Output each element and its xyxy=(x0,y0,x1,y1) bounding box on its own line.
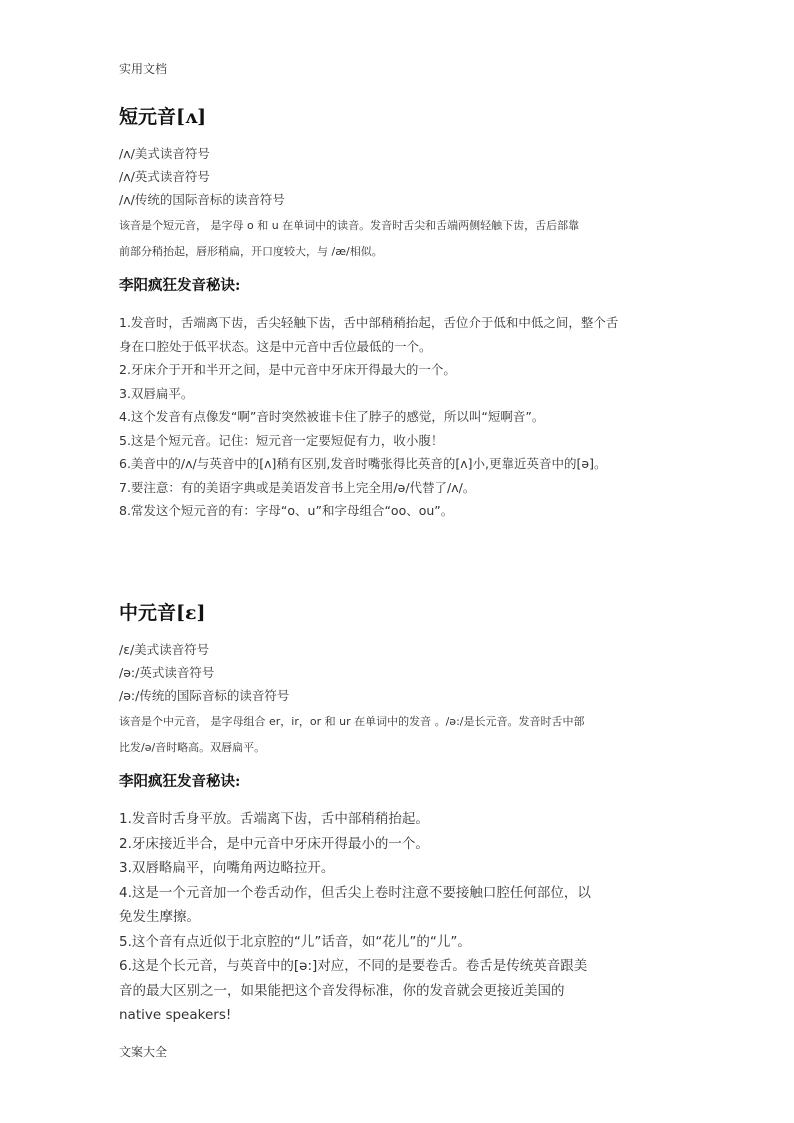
tip-line: 免发生摩擦。 xyxy=(119,909,200,925)
tip-line: 音的最大区别之一，如果能把这个音发得标准，你的发音就会更接近美国的 xyxy=(119,982,565,999)
tip-line: 6.美音中的/ʌ/与英音中的[ʌ]稍有区别,发音时嘴张得比英音的[ʌ]小,更靠近英音中的[ə]。 xyxy=(119,456,607,471)
symbol-line: /ʌ/传统的国际音标的读音符号 xyxy=(119,192,285,207)
section-title: 中元音[ɛ] xyxy=(119,602,206,624)
section-subtitle: 李阳疯狂发音秘诀: xyxy=(119,773,241,790)
tip-line: 1.发音时舌身平放。舌端离下齿，舌中部稍稍抬起。 xyxy=(119,811,429,827)
tip-line: 3.双唇略扁平，向嘴角两边略拉开。 xyxy=(119,860,335,876)
tip-line: 3.双唇扁平。 xyxy=(119,385,194,401)
symbol-line: /ə:/传统的国际音标的读音符号 xyxy=(119,688,290,703)
tip-line: 身在口腔处于低平状态。这是中元音中舌位最低的一个。 xyxy=(119,338,432,354)
page-header: 实用文档 xyxy=(119,62,168,76)
tip-line: 5.这是个短元音。记住：短元音一定要短促有力，收小腹！ xyxy=(119,432,444,448)
tip-line: 8.常发这个短元音的有：字母“o、u”和字母组合“oo、ou”。 xyxy=(119,503,454,518)
page-footer: 文案大全 xyxy=(119,1045,168,1059)
symbol-line: /ʌ/美式读音符号 xyxy=(119,146,210,161)
section-mid-vowel xyxy=(119,600,679,1028)
description-line: 该音是个中元音， 是字母组合 er，ir，or 和 ur 在单词中的发音 。/ə:/是长元音。发音时舌中部 xyxy=(119,715,585,728)
tip-line: 2.牙床介于开和半开之间，是中元音中牙床开得最大的一个。 xyxy=(119,362,456,377)
section-short-vowel xyxy=(119,104,679,523)
description-line: 比发/ə/音时略高。双唇扁平。 xyxy=(119,741,266,754)
tip-line: 4.这是一个元音加一个卷舌动作，但舌尖上卷时注意不要接触口腔任何部位，以 xyxy=(119,884,591,901)
tip-line: 2.牙床接近半合，是中元音中牙床开得最小的一个。 xyxy=(119,835,429,852)
symbol-line: /ɛ/美式读音符号 xyxy=(119,642,210,657)
section-subtitle: 李阳疯狂发音秘诀: xyxy=(119,277,241,294)
tip-line: 1.发音时，舌端离下齿，舌尖轻触下齿，舌中部稍稍抬起，舌位介于低和中低之间，整个舌 xyxy=(119,315,619,330)
tip-line: 5.这个音有点近似于北京腔的“儿”话音，如“花儿”的“儿”。 xyxy=(119,933,471,950)
description-line: 该音是个短元音， 是字母 o 和 u 在单词中的读音。发音时舌尖和舌端两侧轻触下齿，舌后部靠 xyxy=(119,219,580,232)
symbol-line: /ʌ/英式读音符号 xyxy=(119,169,210,184)
symbol-line: /ə:/英式读音符号 xyxy=(119,665,215,680)
tip-line: 4.这个发音有点像发“啊”音时突然被谁卡住了脖子的感觉，所以叫“短啊音”。 xyxy=(119,409,545,424)
section-title: 短元音[ʌ] xyxy=(119,106,207,128)
tip-line: native speakers! xyxy=(119,1007,232,1023)
description-line: 前部分稍抬起，唇形稍扁，开口度较大，与 /æ/相似。 xyxy=(119,245,383,258)
tip-line: 7.要注意：有的美语字典或是美语发音书上完全用/ə/代替了/ʌ/。 xyxy=(119,479,476,495)
tip-line: 6.这是个长元音，与英音中的[ə:]对应，不同的是要卷舌。卷舌是传统英音跟美 xyxy=(119,958,588,974)
